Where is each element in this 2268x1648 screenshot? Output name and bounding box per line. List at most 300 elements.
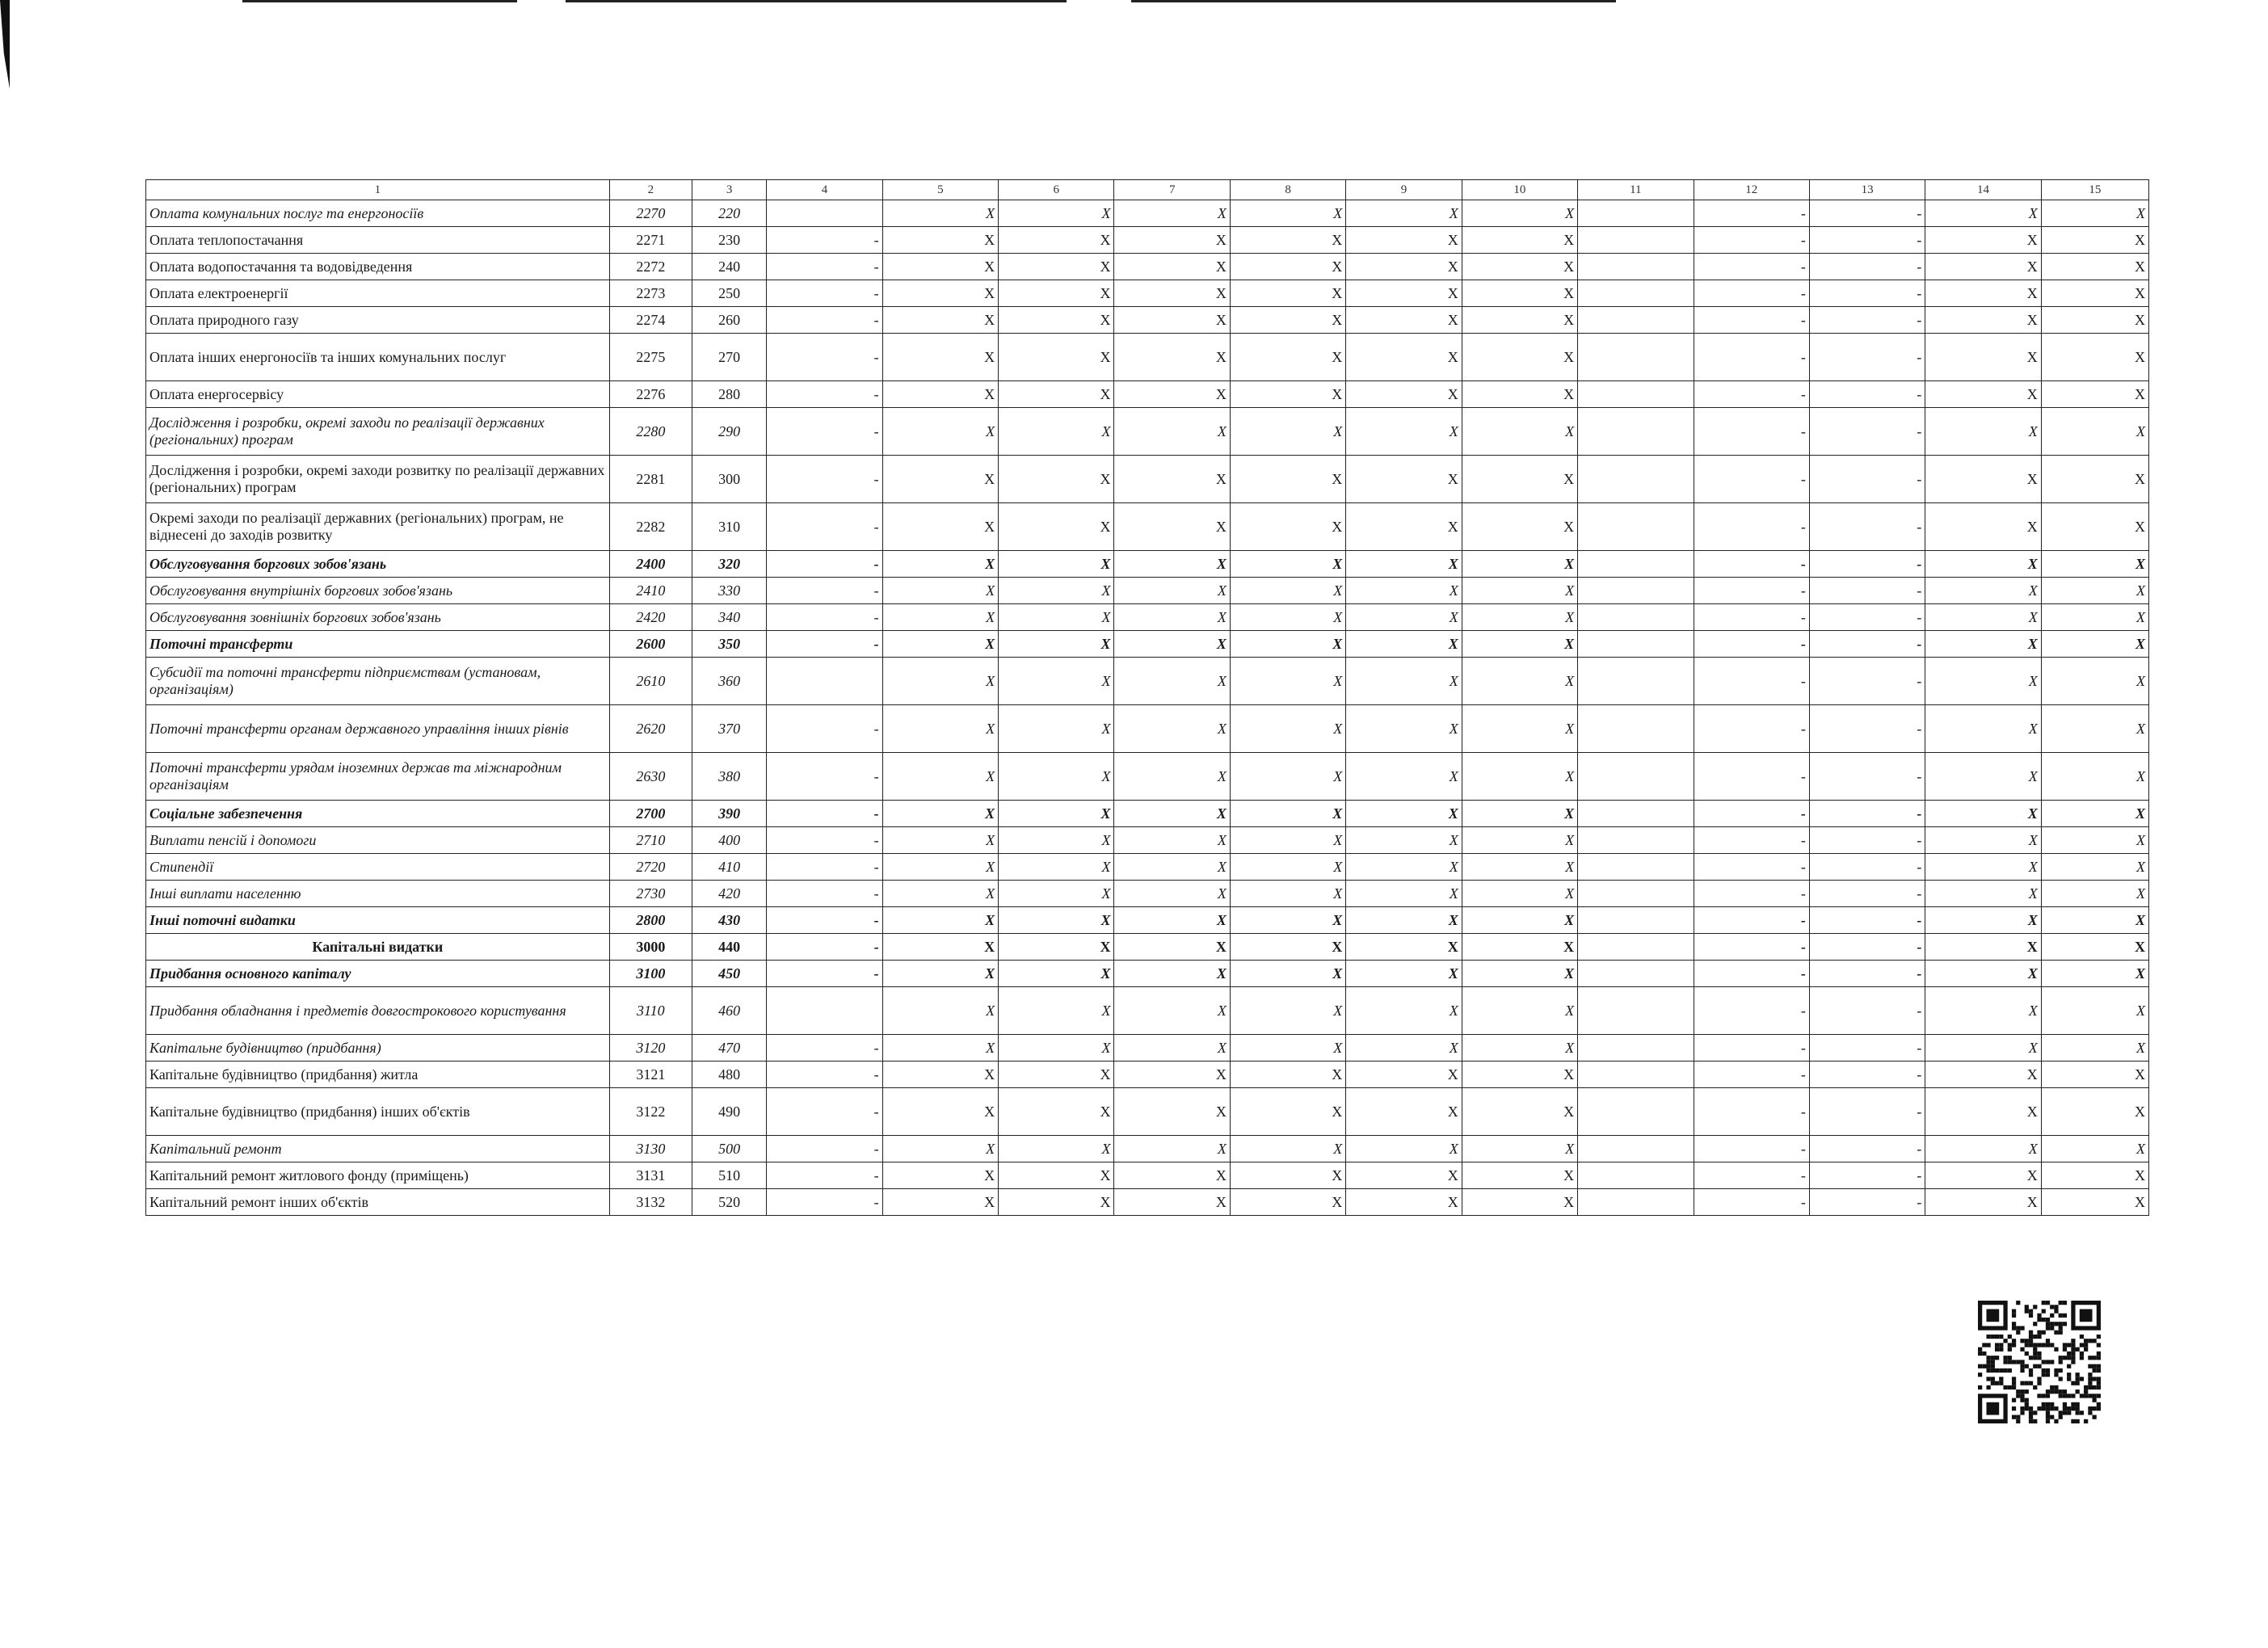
cell-x-mark: X — [2041, 753, 2148, 801]
cell-x-mark: X — [1462, 753, 1577, 801]
line-code: 310 — [692, 503, 767, 551]
cell-x-mark: X — [2041, 307, 2148, 334]
cell-x-mark: X — [1114, 1162, 1230, 1189]
cell-col4 — [767, 200, 882, 227]
cell-x-mark: X — [1925, 1035, 2041, 1062]
cell-x-mark: X — [1462, 1136, 1577, 1162]
cell-x-mark: X — [1114, 334, 1230, 381]
line-code: 270 — [692, 334, 767, 381]
column-number: 4 — [767, 180, 882, 200]
cell-col11 — [1578, 753, 1694, 801]
cell-x-mark: X — [1925, 604, 2041, 631]
cell-x-mark: X — [1230, 907, 1345, 934]
kekv-code: 2720 — [609, 854, 692, 881]
cell-col4: - — [767, 551, 882, 578]
cell-x-mark: X — [1346, 503, 1462, 551]
kekv-code: 2800 — [609, 907, 692, 934]
cell-x-mark: X — [1114, 1136, 1230, 1162]
cell-x-mark: X — [1230, 307, 1345, 334]
table-row — [146, 604, 2149, 631]
kekv-code: 3131 — [609, 1162, 692, 1189]
cell-x-mark: X — [1346, 408, 1462, 456]
cell-col12: - — [1694, 658, 1809, 705]
cell-col13: - — [1809, 631, 1925, 658]
kekv-code: 3120 — [609, 1035, 692, 1062]
cell-col13: - — [1809, 280, 1925, 307]
line-code: 240 — [692, 254, 767, 280]
cell-col11 — [1578, 334, 1694, 381]
cell-col13: - — [1809, 753, 1925, 801]
cell-x-mark: X — [1925, 408, 2041, 456]
cell-col11 — [1578, 1136, 1694, 1162]
cell-col12: - — [1694, 456, 1809, 503]
cell-col12: - — [1694, 254, 1809, 280]
kekv-code: 3122 — [609, 1088, 692, 1136]
cell-col11 — [1578, 1088, 1694, 1136]
cell-x-mark: X — [1346, 1088, 1462, 1136]
cell-x-mark: X — [1925, 456, 2041, 503]
kekv-code: 2400 — [609, 551, 692, 578]
cell-x-mark: X — [2041, 1088, 2148, 1136]
cell-col11 — [1578, 1035, 1694, 1062]
column-number: 3 — [692, 180, 767, 200]
table-row — [146, 881, 2149, 907]
table-row — [146, 456, 2149, 503]
cell-x-mark: X — [1462, 578, 1577, 604]
cell-col4: - — [767, 1162, 882, 1189]
cell-x-mark: X — [1925, 280, 2041, 307]
cell-x-mark: X — [1462, 827, 1577, 854]
cell-col13: - — [1809, 961, 1925, 987]
cell-col13: - — [1809, 1088, 1925, 1136]
scan-top-line — [242, 0, 517, 2]
line-code: 460 — [692, 987, 767, 1035]
cell-x-mark: X — [1346, 578, 1462, 604]
table-row — [146, 334, 2149, 381]
kekv-code: 2610 — [609, 658, 692, 705]
cell-x-mark: X — [1462, 551, 1577, 578]
cell-col12: - — [1694, 961, 1809, 987]
cell-x-mark: X — [999, 604, 1114, 631]
cell-col11 — [1578, 551, 1694, 578]
cell-x-mark: X — [1462, 334, 1577, 381]
row-name: Капітальне будівництво (придбання) інших об'єктів — [146, 1088, 610, 1136]
cell-x-mark: X — [1230, 551, 1345, 578]
line-code: 370 — [692, 705, 767, 753]
cell-x-mark: X — [1346, 1189, 1462, 1216]
cell-x-mark: X — [1925, 631, 2041, 658]
row-name: Оплата теплопостачання — [146, 227, 610, 254]
cell-col13: - — [1809, 827, 1925, 854]
kekv-code: 2410 — [609, 578, 692, 604]
row-name: Стипендії — [146, 854, 610, 881]
cell-x-mark: X — [999, 381, 1114, 408]
cell-x-mark: X — [882, 705, 998, 753]
cell-col13: - — [1809, 307, 1925, 334]
line-code: 250 — [692, 280, 767, 307]
cell-x-mark: X — [1230, 934, 1345, 961]
cell-x-mark: X — [882, 934, 998, 961]
cell-x-mark: X — [1114, 1189, 1230, 1216]
cell-col4: - — [767, 456, 882, 503]
row-name: Оплата енергосервісу — [146, 381, 610, 408]
table-row — [146, 961, 2149, 987]
cell-x-mark: X — [1462, 280, 1577, 307]
scan-top-line — [566, 0, 1067, 2]
cell-col11 — [1578, 801, 1694, 827]
cell-x-mark: X — [999, 801, 1114, 827]
kekv-code: 2273 — [609, 280, 692, 307]
cell-x-mark: X — [1230, 1035, 1345, 1062]
kekv-code: 2281 — [609, 456, 692, 503]
cell-x-mark: X — [1462, 854, 1577, 881]
cell-x-mark: X — [999, 334, 1114, 381]
cell-x-mark: X — [999, 631, 1114, 658]
cell-col4: - — [767, 907, 882, 934]
cell-x-mark: X — [1346, 753, 1462, 801]
row-name: Дослідження і розробки, окремі заходи розвитку по реалізації державних (регіональних) програм — [146, 456, 610, 503]
cell-col12: - — [1694, 631, 1809, 658]
cell-col11 — [1578, 503, 1694, 551]
cell-x-mark: X — [2041, 408, 2148, 456]
column-number: 13 — [1809, 180, 1925, 200]
kekv-code: 2275 — [609, 334, 692, 381]
table-row — [146, 907, 2149, 934]
cell-x-mark: X — [1230, 334, 1345, 381]
cell-x-mark: X — [882, 578, 998, 604]
cell-x-mark: X — [1114, 254, 1230, 280]
cell-x-mark: X — [1925, 1136, 2041, 1162]
cell-col13: - — [1809, 801, 1925, 827]
line-code: 520 — [692, 1189, 767, 1216]
kekv-code: 2272 — [609, 254, 692, 280]
row-name: Капітальний ремонт інших об'єктів — [146, 1189, 610, 1216]
cell-x-mark: X — [999, 1136, 1114, 1162]
cell-x-mark: X — [1925, 827, 2041, 854]
cell-col4: - — [767, 631, 882, 658]
row-name: Виплати пенсій і допомоги — [146, 827, 610, 854]
row-name: Оплата водопостачання та водовідведення — [146, 254, 610, 280]
cell-col13: - — [1809, 254, 1925, 280]
cell-x-mark: X — [1925, 881, 2041, 907]
cell-col13: - — [1809, 934, 1925, 961]
kekv-code: 2600 — [609, 631, 692, 658]
cell-x-mark: X — [1230, 503, 1345, 551]
cell-x-mark: X — [1346, 334, 1462, 381]
cell-x-mark: X — [999, 578, 1114, 604]
cell-x-mark: X — [1114, 503, 1230, 551]
cell-x-mark: X — [999, 854, 1114, 881]
cell-x-mark: X — [882, 1189, 998, 1216]
cell-x-mark: X — [1346, 827, 1462, 854]
cell-col12: - — [1694, 381, 1809, 408]
table-row — [146, 827, 2149, 854]
cell-x-mark: X — [2041, 658, 2148, 705]
table-row — [146, 753, 2149, 801]
cell-col12: - — [1694, 987, 1809, 1035]
table-row — [146, 801, 2149, 827]
cell-x-mark: X — [1230, 705, 1345, 753]
cell-x-mark: X — [999, 503, 1114, 551]
kekv-code: 2271 — [609, 227, 692, 254]
cell-x-mark: X — [1462, 604, 1577, 631]
cell-x-mark: X — [1925, 227, 2041, 254]
line-code: 230 — [692, 227, 767, 254]
cell-x-mark: X — [1462, 408, 1577, 456]
cell-x-mark: X — [882, 1062, 998, 1088]
line-code: 450 — [692, 961, 767, 987]
cell-x-mark: X — [1346, 1162, 1462, 1189]
cell-x-mark: X — [1925, 254, 2041, 280]
cell-x-mark: X — [1346, 854, 1462, 881]
cell-x-mark: X — [1230, 200, 1345, 227]
cell-col12: - — [1694, 801, 1809, 827]
cell-col13: - — [1809, 604, 1925, 631]
cell-x-mark: X — [1114, 307, 1230, 334]
kekv-code: 2710 — [609, 827, 692, 854]
cell-col4: - — [767, 1136, 882, 1162]
cell-col13: - — [1809, 456, 1925, 503]
cell-col11 — [1578, 227, 1694, 254]
cell-col11 — [1578, 280, 1694, 307]
cell-x-mark: X — [1462, 1088, 1577, 1136]
cell-x-mark: X — [999, 254, 1114, 280]
cell-x-mark: X — [882, 381, 998, 408]
row-name: Обслуговування внутрішніх боргових зобов'язань — [146, 578, 610, 604]
line-code: 470 — [692, 1035, 767, 1062]
cell-x-mark: X — [1230, 827, 1345, 854]
cell-x-mark: X — [1114, 801, 1230, 827]
cell-x-mark: X — [1462, 1035, 1577, 1062]
row-name: Оплата природного газу — [146, 307, 610, 334]
table-row — [146, 578, 2149, 604]
cell-col13: - — [1809, 1062, 1925, 1088]
scan-top-line — [1131, 0, 1616, 2]
column-number: 1 — [146, 180, 610, 200]
cell-x-mark: X — [2041, 631, 2148, 658]
kekv-code: 2282 — [609, 503, 692, 551]
cell-x-mark: X — [999, 1162, 1114, 1189]
cell-x-mark: X — [999, 705, 1114, 753]
cell-x-mark: X — [1925, 1189, 2041, 1216]
cell-x-mark: X — [1230, 254, 1345, 280]
cell-x-mark: X — [1346, 381, 1462, 408]
cell-col4: - — [767, 578, 882, 604]
cell-x-mark: X — [1230, 881, 1345, 907]
cell-col11 — [1578, 381, 1694, 408]
cell-x-mark: X — [1346, 200, 1462, 227]
cell-x-mark: X — [882, 631, 998, 658]
cell-x-mark: X — [1346, 456, 1462, 503]
cell-x-mark: X — [2041, 1189, 2148, 1216]
cell-x-mark: X — [1346, 881, 1462, 907]
cell-x-mark: X — [1925, 1162, 2041, 1189]
cell-x-mark: X — [999, 456, 1114, 503]
cell-x-mark: X — [1114, 827, 1230, 854]
cell-x-mark: X — [1346, 551, 1462, 578]
line-code: 350 — [692, 631, 767, 658]
table-row — [146, 254, 2149, 280]
cell-col11 — [1578, 1189, 1694, 1216]
row-name: Капітальний ремонт житлового фонду (приміщень) — [146, 1162, 610, 1189]
cell-x-mark: X — [1462, 456, 1577, 503]
cell-col13: - — [1809, 907, 1925, 934]
cell-x-mark: X — [2041, 456, 2148, 503]
cell-col4: - — [767, 503, 882, 551]
cell-col4: - — [767, 307, 882, 334]
line-code: 300 — [692, 456, 767, 503]
column-number: 8 — [1230, 180, 1345, 200]
row-name: Поточні трансферти урядам іноземних держав та міжнародним організаціям — [146, 753, 610, 801]
cell-col11 — [1578, 987, 1694, 1035]
cell-x-mark: X — [1346, 705, 1462, 753]
cell-x-mark: X — [1230, 1136, 1345, 1162]
cell-x-mark: X — [2041, 578, 2148, 604]
cell-x-mark: X — [1230, 801, 1345, 827]
cell-x-mark: X — [2041, 987, 2148, 1035]
column-number: 2 — [609, 180, 692, 200]
cell-x-mark: X — [2041, 1162, 2148, 1189]
cell-x-mark: X — [1114, 934, 1230, 961]
table-row — [146, 200, 2149, 227]
cell-x-mark: X — [2041, 503, 2148, 551]
line-code: 220 — [692, 200, 767, 227]
row-name: Субсидії та поточні трансферти підприємствам (установам, організаціям) — [146, 658, 610, 705]
header-row — [146, 180, 2149, 200]
table-row — [146, 503, 2149, 551]
cell-x-mark: X — [999, 961, 1114, 987]
kekv-code: 2270 — [609, 200, 692, 227]
cell-x-mark: X — [882, 881, 998, 907]
kekv-code: 2620 — [609, 705, 692, 753]
column-number: 15 — [2041, 180, 2148, 200]
cell-x-mark: X — [1114, 200, 1230, 227]
cell-x-mark: X — [2041, 1035, 2148, 1062]
cell-col4 — [767, 658, 882, 705]
cell-x-mark: X — [1462, 1162, 1577, 1189]
cell-x-mark: X — [1462, 631, 1577, 658]
table-row — [146, 1035, 2149, 1062]
cell-x-mark: X — [2041, 854, 2148, 881]
cell-x-mark: X — [1346, 280, 1462, 307]
cell-col11 — [1578, 578, 1694, 604]
cell-x-mark: X — [1114, 907, 1230, 934]
cell-x-mark: X — [882, 987, 998, 1035]
cell-x-mark: X — [1114, 551, 1230, 578]
row-name: Поточні трансферти — [146, 631, 610, 658]
line-code: 410 — [692, 854, 767, 881]
row-name: Інші виплати населенню — [146, 881, 610, 907]
cell-col12: - — [1694, 334, 1809, 381]
cell-x-mark: X — [2041, 1062, 2148, 1088]
cell-x-mark: X — [1925, 801, 2041, 827]
cell-x-mark: X — [2041, 907, 2148, 934]
cell-col12: - — [1694, 854, 1809, 881]
cell-x-mark: X — [2041, 280, 2148, 307]
column-number: 6 — [999, 180, 1114, 200]
cell-x-mark: X — [882, 280, 998, 307]
cell-x-mark: X — [2041, 961, 2148, 987]
cell-x-mark: X — [882, 1088, 998, 1136]
cell-col13: - — [1809, 1189, 1925, 1216]
cell-x-mark: X — [1114, 227, 1230, 254]
kekv-code: 2700 — [609, 801, 692, 827]
row-name: Соціальне забезпечення — [146, 801, 610, 827]
cell-x-mark: X — [999, 1088, 1114, 1136]
cell-col4: - — [767, 753, 882, 801]
kekv-code: 2280 — [609, 408, 692, 456]
cell-x-mark: X — [2041, 934, 2148, 961]
row-name: Капітальне будівництво (придбання) — [146, 1035, 610, 1062]
cell-x-mark: X — [1346, 1136, 1462, 1162]
expenditure-table — [145, 179, 2149, 1216]
cell-col11 — [1578, 408, 1694, 456]
cell-x-mark: X — [1925, 705, 2041, 753]
cell-x-mark: X — [2041, 604, 2148, 631]
cell-x-mark: X — [2041, 551, 2148, 578]
cell-x-mark: X — [882, 604, 998, 631]
cell-x-mark: X — [882, 254, 998, 280]
cell-col13: - — [1809, 503, 1925, 551]
cell-x-mark: X — [1925, 961, 2041, 987]
cell-col12: - — [1694, 1189, 1809, 1216]
cell-col13: - — [1809, 227, 1925, 254]
cell-x-mark: X — [1925, 907, 2041, 934]
column-number: 14 — [1925, 180, 2041, 200]
line-code: 430 — [692, 907, 767, 934]
cell-col4: - — [767, 280, 882, 307]
cell-col11 — [1578, 881, 1694, 907]
cell-col11 — [1578, 1062, 1694, 1088]
cell-col11 — [1578, 827, 1694, 854]
cell-col13: - — [1809, 1136, 1925, 1162]
cell-x-mark: X — [1114, 1035, 1230, 1062]
cell-x-mark: X — [1230, 1062, 1345, 1088]
cell-col4: - — [767, 1062, 882, 1088]
table-row — [146, 1062, 2149, 1088]
line-code: 340 — [692, 604, 767, 631]
row-name: Дослідження і розробки, окремі заходи по реалізації державних (регіональних) програм — [146, 408, 610, 456]
cell-x-mark: X — [1230, 753, 1345, 801]
cell-x-mark: X — [1114, 854, 1230, 881]
cell-x-mark: X — [999, 200, 1114, 227]
row-name: Оплата комунальних послуг та енергоносіїв — [146, 200, 610, 227]
cell-x-mark: X — [1114, 578, 1230, 604]
cell-x-mark: X — [1230, 961, 1345, 987]
cell-col4: - — [767, 961, 882, 987]
cell-col12: - — [1694, 827, 1809, 854]
cell-col12: - — [1694, 604, 1809, 631]
cell-x-mark: X — [2041, 381, 2148, 408]
line-code: 420 — [692, 881, 767, 907]
cell-x-mark: X — [882, 456, 998, 503]
cell-x-mark: X — [1230, 1189, 1345, 1216]
cell-x-mark: X — [1462, 987, 1577, 1035]
table-row — [146, 307, 2149, 334]
cell-col13: - — [1809, 578, 1925, 604]
line-code: 260 — [692, 307, 767, 334]
cell-x-mark: X — [1346, 801, 1462, 827]
kekv-code: 3132 — [609, 1189, 692, 1216]
cell-col13: - — [1809, 1035, 1925, 1062]
cell-x-mark: X — [999, 1189, 1114, 1216]
cell-x-mark: X — [1462, 961, 1577, 987]
cell-x-mark: X — [1925, 753, 2041, 801]
table-row — [146, 658, 2149, 705]
table-row — [146, 705, 2149, 753]
cell-col13: - — [1809, 408, 1925, 456]
table-row — [146, 934, 2149, 961]
